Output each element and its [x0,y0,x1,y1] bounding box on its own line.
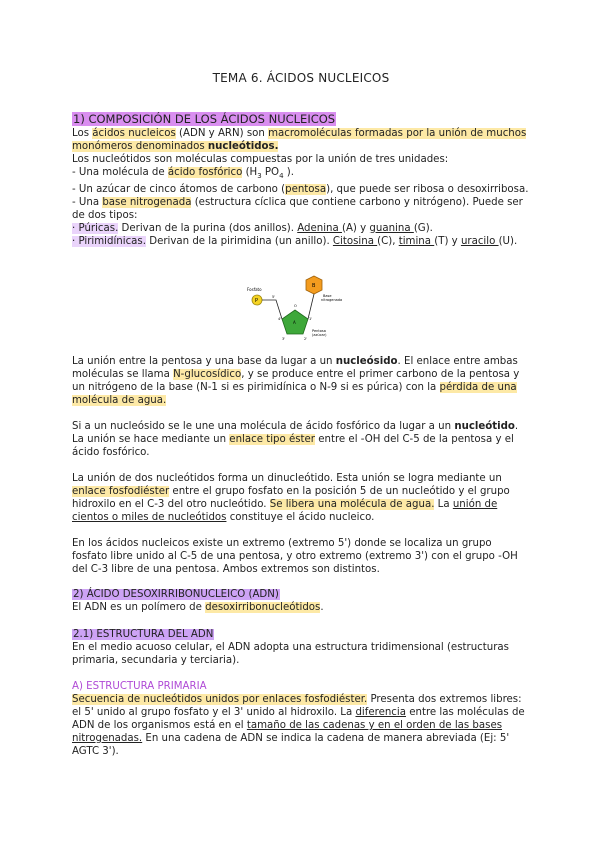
section-heading: 1) COMPOSICIÓN DE LOS ÁCIDOS NUCLEICOS [73,112,336,126]
pentosa-label: Pentosa [312,329,326,333]
section-1 [72,113,530,248]
base-label: nitrogenada [321,298,343,302]
carbon-label: 2' [304,337,308,341]
carbon-label: 5' [272,295,276,299]
nucleotide-diagram [246,274,346,346]
paragraph-extremos: En los ácidos nucleicos existe un extremo (extremo 5') donde se localiza un grupo fosfato libre unido al C-5 de una pentosa, y otro extremo (extremo 3') con el grupo -OH del C-3 libre de una pentosa. Ambos extremos son distintos. [72,538,518,575]
paragraph-dinucleotido: La unión de dos nucleótidos forma un dinucleótido. Esta unión se logra mediante un enlace fosfodiéster entre el grupo fosfato en la posición 5 de un nucleótido y el grupo hidroxilo en el C-3 del otro nucleótido. Se libera una molécula de agua. La unión de cientos o miles de nucleótidos constituye el ácido nucleico. [72,473,510,523]
list-subitem: · Púricas. Derivan de la purina (dos anillos). Adenina (A) y guanina (G). [72,223,433,235]
section-heading: A) ESTRUCTURA PRIMARIA [72,681,207,692]
paragraph-nucleosido: La unión entre la pentosa y una base da lugar a un nucleósido. El enlace entre ambas moléculas se llama N-glucosídico, y se produce entre el primer carbono de la pentosa y un nitrógeno de la base (N-1 si es pirimidínica o N-9 si es púrica) con la pérdida de una molécula de agua. [72,356,520,406]
oxygen-label: O [294,304,297,308]
paragraph: Los nucleótidos son moléculas compuestas por la unión de tres unidades: [72,154,449,165]
bond-line [308,294,314,319]
section-heading: 2.1) ESTRUCTURA DEL ADN [73,629,214,640]
p-label: P [255,298,259,304]
carbon-label: 1' [309,317,313,321]
paragraph: El ADN es un polímero de desoxirribonucleótidos. [72,602,324,613]
paragraph: Los ácidos nucleicos (ADN y ARN) son macromoléculas formadas por la unión de muchos monómeros denominados nucleótidos. [72,128,527,152]
b-label: B [312,283,316,289]
section-a [72,680,530,758]
page-title: TEMA 6. ÁCIDOS NUCLEICOS [212,71,390,85]
pentosa-label: (azúcar) [312,333,327,337]
list-subitem: · Pirimidínicas. Derivan de la pirimidina (un anillo). Citosina (C), timina (T) y uracilo (U). [72,236,518,248]
list-item: - Una molécula de ácido fosfórico ($H_3$ $PO_4$ ). [72,167,294,181]
section-heading: 2) ÁCIDO DESOXIRRIBONUCLEICO (ADN) [73,589,279,600]
carbon-label: 3' [282,337,286,341]
list-item: - Un azúcar de cinco átomos de carbono (pentosa), que puede ser ribosa o desoxirribosa. [72,184,529,196]
section-2 [72,588,530,614]
paragraph: En el medio acuoso celular, el ADN adopta una estructura tridimensional (estructuras primaria, secundaria y terciaria). [72,642,509,666]
a-label: A [293,320,296,325]
list-item: - Una base nitrogenada (estructura cíclica que contiene carbono y nitrógeno). Puede ser de dos tipos: [72,197,523,222]
section-2-1 [72,628,530,667]
paragraph: Secuencia de nucleótidos unidos por enlaces fosfodiéster. Presenta dos extremos libres: el 5' unido al grupo fosfato y el 3' unido al hidroxilo. La diferencia entre las moléculas de ADN de los organismos está en el tamaño de las cadenas y en el orden de las bases nitrogenadas. En una cadena de ADN se indica la cadena de manera abreviada (Ej: 5' AGTC 3'). [72,694,525,757]
base-label: Base [323,294,332,298]
fosfato-label: Fosfato [247,287,262,292]
paragraph-nucleotido: Si a un nucleósido se le une una molécula de ácido fosfórico da lugar a un nucleótido. La unión se hace mediante un enlace tipo éster entre el -OH del C-5 de la pentosa y el ácido fosfórico. [72,421,519,458]
carbon-label: 4' [278,317,282,321]
